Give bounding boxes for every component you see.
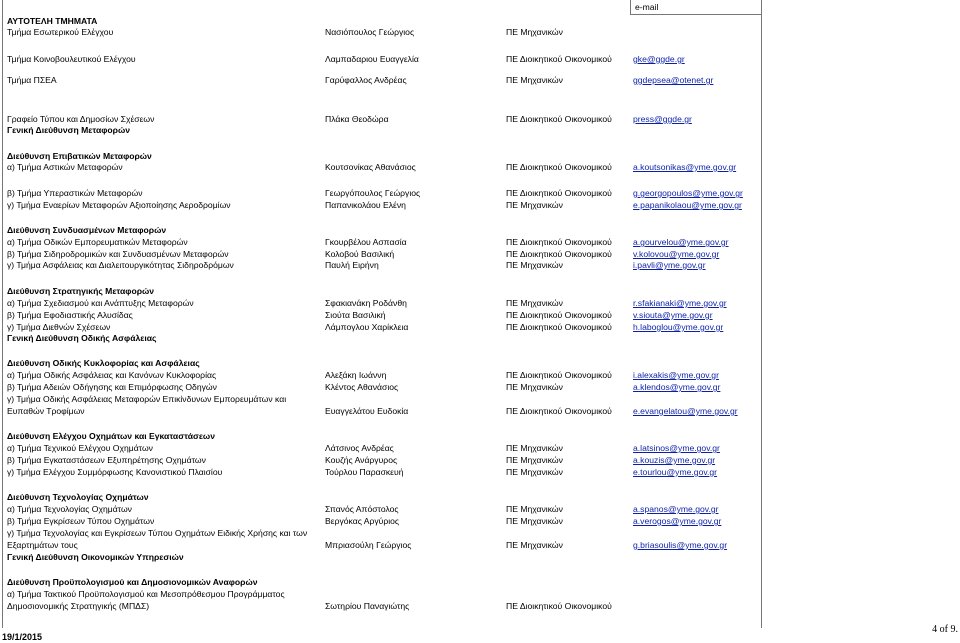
head-name: Σιούτα Βασιλική xyxy=(325,310,386,320)
unit-name: α) Τμήμα Οδικών Εμπορευματικών Μεταφορών xyxy=(7,237,188,247)
directory-row xyxy=(3,405,761,417)
unit-name: Διεύθυνση Τεχνολογίας Οχημάτων xyxy=(7,492,149,502)
directory-row xyxy=(3,393,761,405)
specialty: ΠΕ Μηχανικών xyxy=(506,516,563,526)
directory-row xyxy=(3,527,761,539)
email-link[interactable]: g.briasoulis@yme.gov.gr xyxy=(633,540,728,550)
department-heading-row xyxy=(3,491,761,503)
directory-row xyxy=(3,442,761,454)
directory-row xyxy=(3,53,761,65)
unit-name: γ) Τμήμα Ασφάλειας και Διαλειτουργικότητας Σιδηροδρόμων xyxy=(7,260,234,270)
footer-date: 19/1/2015 xyxy=(2,632,43,642)
department-heading-row xyxy=(3,285,761,297)
directory-row xyxy=(3,309,761,321)
unit-name: Διεύθυνση Οδικής Κυκλοφορίας και Ασφάλειας xyxy=(7,358,200,368)
email-link[interactable]: v.kolovou@yme.gov.gr xyxy=(633,249,720,259)
unit-name: Διεύθυνση Συνδυασμένων Μεταφορών xyxy=(7,225,167,235)
email-link[interactable]: a.gourvelou@yme.gov.gr xyxy=(633,237,729,247)
unit-name: Ευπαθών Τροφίμων xyxy=(7,406,85,416)
unit-name: Γραφείο Τύπου και Δημοσίων Σχέσεων xyxy=(7,114,155,124)
specialty: ΠΕ Διοικητικού Οικονομικού xyxy=(506,188,612,198)
unit-name: β) Τμήμα Εγκαταστάσεων Εξυπηρέτησης Οχημάτων xyxy=(7,455,206,465)
unit-name: α) Τμήμα Σχεδιασμού και Ανάπτυξης Μεταφορών xyxy=(7,298,194,308)
specialty: ΠΕ Μηχανικών xyxy=(506,260,563,270)
unit-name: α) Τμήμα Οδικής Ασφάλειας και Κανόνων Κυκλοφορίας xyxy=(7,370,217,380)
specialty: ΠΕ Διοικητικού Οικονομικού xyxy=(506,310,612,320)
specialty: ΠΕ Διοικητικού Οικονομικού xyxy=(506,370,612,380)
unit-name: γ) Τμήμα Τεχνολογίας και Εγκρίσεων Τύπου Οχημάτων Ειδικής Χρήσης και των xyxy=(7,528,308,538)
unit-name: γ) Τμήμα Οδικής Ασφάλειας Μεταφορών Επικίνδυνων Εμπορευμάτων και xyxy=(7,394,287,404)
email-link[interactable]: a.kouzis@yme.gov.gr xyxy=(633,455,716,465)
department-heading-row xyxy=(3,576,761,588)
email-link[interactable]: i.alexakis@yme.gov.gr xyxy=(633,370,719,380)
directory-sheet xyxy=(2,0,762,628)
head-name: Γκουρβέλου Ασπασία xyxy=(325,237,407,247)
specialty: ΠΕ Μηχανικών xyxy=(506,200,563,210)
specialty: ΠΕ Διοικητικού Οικονομικού xyxy=(506,54,612,64)
head-name: Ευαγγελάτου Ευδοκία xyxy=(325,406,409,416)
head-name: Σφακιανάκη Ροδάνθη xyxy=(325,298,407,308)
unit-name: β) Τμήμα Αδειών Οδήγησης και Επιμόρφωσης Οδηγών xyxy=(7,382,217,392)
head-name: Αλεξάκη Ιωάννη xyxy=(325,370,387,380)
specialty: ΠΕ Διοικητικού Οικονομικού xyxy=(506,249,612,259)
directory-row xyxy=(3,588,761,600)
head-name: Γαρύφαλλος Ανδρέας xyxy=(325,75,407,85)
specialty: ΠΕ Διοικητικού Οικονομικού xyxy=(506,162,612,172)
specialty: ΠΕ Μηχανικών xyxy=(506,75,563,85)
email-column-header: e-mail xyxy=(630,0,761,15)
specialty: ΠΕ Διοικητικού Οικονομικού xyxy=(506,322,612,332)
specialty: ΠΕ Μηχανικών xyxy=(506,504,563,514)
directory-row xyxy=(3,187,761,199)
unit-name: Διεύθυνση Προϋπολογισμού και Δημοσιονομικών Αναφορών xyxy=(7,577,258,587)
head-name: Τούρλου Παρασκευή xyxy=(325,467,404,477)
unit-name: β) Τμήμα Υπεραστικών Μεταφορών xyxy=(7,188,143,198)
head-name: Νασιόπουλος Γεώργιος xyxy=(325,27,415,37)
department-heading-row xyxy=(3,357,761,369)
specialty: ΠΕ Μηχανικών xyxy=(506,455,563,465)
specialty: ΠΕ Μηχανικών xyxy=(506,540,563,550)
head-name: Σπανός Απόστολος xyxy=(325,504,399,514)
unit-name: γ) Τμήμα Ελέγχου Συμμόρφωσης Κανονιστικού Πλαισίου xyxy=(7,467,223,477)
specialty: ΠΕ Μηχανικών xyxy=(506,27,563,37)
department-heading-row xyxy=(3,124,761,136)
unit-name: Διεύθυνση Ελέγχου Οχημάτων και Εγκαταστάσεων xyxy=(7,431,215,441)
head-name: Παυλή Ειρήνη xyxy=(325,260,379,270)
page-number: 4 of 9. xyxy=(932,624,958,635)
directory-row xyxy=(3,199,761,211)
head-name: Λάτσινος Ανδρέας xyxy=(325,443,394,453)
department-heading-row xyxy=(3,430,761,442)
email-link[interactable]: ggdepsea@otenet.gr xyxy=(633,75,714,85)
directory-row xyxy=(3,515,761,527)
email-link[interactable]: i.pavli@yme.gov.gr xyxy=(633,260,706,270)
head-name: Παπανικολάου Ελένη xyxy=(325,200,406,210)
directory-row xyxy=(3,369,761,381)
department-heading-row xyxy=(3,224,761,236)
email-link[interactable]: e.tourlou@yme.gov.gr xyxy=(633,467,718,477)
email-link[interactable]: e.evangelatou@yme.gov.gr xyxy=(633,406,738,416)
unit-name: α) Τμήμα Τεχνολογίας Οχημάτων xyxy=(7,504,132,514)
specialty: ΠΕ Μηχανικών xyxy=(506,467,563,477)
email-link[interactable]: a.koutsonikas@yme.gov.gr xyxy=(633,162,737,172)
email-link[interactable]: a.spanos@yme.gov.gr xyxy=(633,504,719,514)
email-link[interactable]: a.klendos@yme.gov.gr xyxy=(633,382,721,392)
head-name: Σωτηρίου Παναγιώτης xyxy=(325,601,410,611)
specialty: ΠΕ Διοικητικού Οικονομικού xyxy=(506,406,612,416)
directory-row xyxy=(3,161,761,173)
directory-row xyxy=(3,236,761,248)
specialty: ΠΕ Διοικητικού Οικονομικού xyxy=(506,237,612,247)
unit-name: α) Τμήμα Τακτικού Προϋπολογισμού και Μεσοπρόθεσμου Προγράμματος xyxy=(7,589,285,599)
unit-name: γ) Τμήμα Εναερίων Μεταφορών Αξιοποίησης Αεροδρομίων xyxy=(7,200,231,210)
unit-name: Δημοσιονομικής Στρατηγικής (ΜΠΔΣ) xyxy=(7,601,150,611)
email-link[interactable]: h.laboglou@yme.gov.gr xyxy=(633,322,724,332)
unit-name: β) Τμήμα Σιδηροδρομικών και Συνδυασμένων Μεταφορών xyxy=(7,249,229,259)
specialty: ΠΕ Διοικητικού Οικονομικού xyxy=(506,601,612,611)
directory-row xyxy=(3,539,761,551)
unit-name: γ) Τμήμα Διεθνών Σχέσεων xyxy=(7,322,111,332)
email-link[interactable]: g.georgopoulos@yme.gov.gr xyxy=(633,188,743,198)
head-name: Βεργόκας Αργύριος xyxy=(325,516,400,526)
unit-name: β) Τμήμα Εγκρίσεων Τύπου Οχημάτων xyxy=(7,516,155,526)
unit-name: Τμήμα ΠΣΕΑ xyxy=(7,75,57,85)
unit-name: Γενική Διεύθυνση Οδικής Ασφάλειας xyxy=(7,333,157,343)
department-heading-row xyxy=(3,332,761,344)
unit-name: α) Τμήμα Αστικών Μεταφορών xyxy=(7,162,123,172)
directory-row xyxy=(3,381,761,393)
directory-row xyxy=(3,503,761,515)
unit-name: Γενική Διεύθυνση Μεταφορών xyxy=(7,125,130,135)
head-name: Γεωργόπουλος Γεώργιος xyxy=(325,188,421,198)
email-link[interactable]: gke@ggde.gr xyxy=(633,54,685,64)
department-heading-row xyxy=(3,551,761,563)
unit-name: Διεύθυνση Επιβατικών Μεταφορών xyxy=(7,151,152,161)
directory-row xyxy=(3,466,761,478)
specialty: ΠΕ Μηχανικών xyxy=(506,298,563,308)
head-name: Πλάκα Θεοδώρα xyxy=(325,114,389,124)
email-link[interactable]: e.papanikolaou@yme.gov.gr xyxy=(633,200,742,210)
head-name: Κολοβού Βασιλική xyxy=(325,249,395,259)
email-link[interactable]: a.verogos@yme.gov.gr xyxy=(633,516,722,526)
specialty: ΠΕ Διοικητικού Οικονομικού xyxy=(506,114,612,124)
head-name: Λαμπαδαριου Ευαγγελία xyxy=(325,54,419,64)
email-link[interactable]: press@ggde.gr xyxy=(633,114,692,124)
head-name: Κουτσονίκας Αθανάσιος xyxy=(325,162,416,172)
unit-name: Διεύθυνση Στρατηγικής Μεταφορών xyxy=(7,286,155,296)
email-link[interactable]: a.latsinos@yme.gov.gr xyxy=(633,443,720,453)
directory-row xyxy=(3,454,761,466)
directory-row xyxy=(3,26,761,38)
unit-name: ΑΥΤΟΤΕΛΗ ΤΜΗΜΑΤΑ xyxy=(7,16,98,26)
directory-row xyxy=(3,259,761,271)
directory-row xyxy=(3,297,761,309)
specialty: ΠΕ Μηχανικών xyxy=(506,382,563,392)
email-link[interactable]: r.sfakianaki@yme.gov.gr xyxy=(633,298,727,308)
email-link[interactable]: v.siouta@yme.gov.gr xyxy=(633,310,713,320)
head-name: Μπριασούλη Γεώργιος xyxy=(325,540,412,550)
directory-row xyxy=(3,74,761,86)
specialty: ΠΕ Μηχανικών xyxy=(506,443,563,453)
head-name: Κλέντος Αθανάσιος xyxy=(325,382,399,392)
unit-name: α) Τμήμα Τεχνικού Ελέγχου Οχημάτων xyxy=(7,443,153,453)
unit-name: Τμήμα Κοινοβουλευτικού Ελέγχου xyxy=(7,54,136,64)
unit-name: Γενική Διεύθυνση Οικονομικών Υπηρεσιών xyxy=(7,552,184,562)
head-name: Κουζής Ανάργυρος xyxy=(325,455,398,465)
unit-name: β) Τμήμα Εφοδιαστικής Αλυσίδας xyxy=(7,310,133,320)
unit-name: Εξαρτημάτων τους xyxy=(7,540,78,550)
head-name: Λάμπογλου Χαρίκλεια xyxy=(325,322,409,332)
unit-name: Τμήμα Εσωτερικού Ελέγχου xyxy=(7,27,114,37)
directory-row xyxy=(3,600,761,612)
